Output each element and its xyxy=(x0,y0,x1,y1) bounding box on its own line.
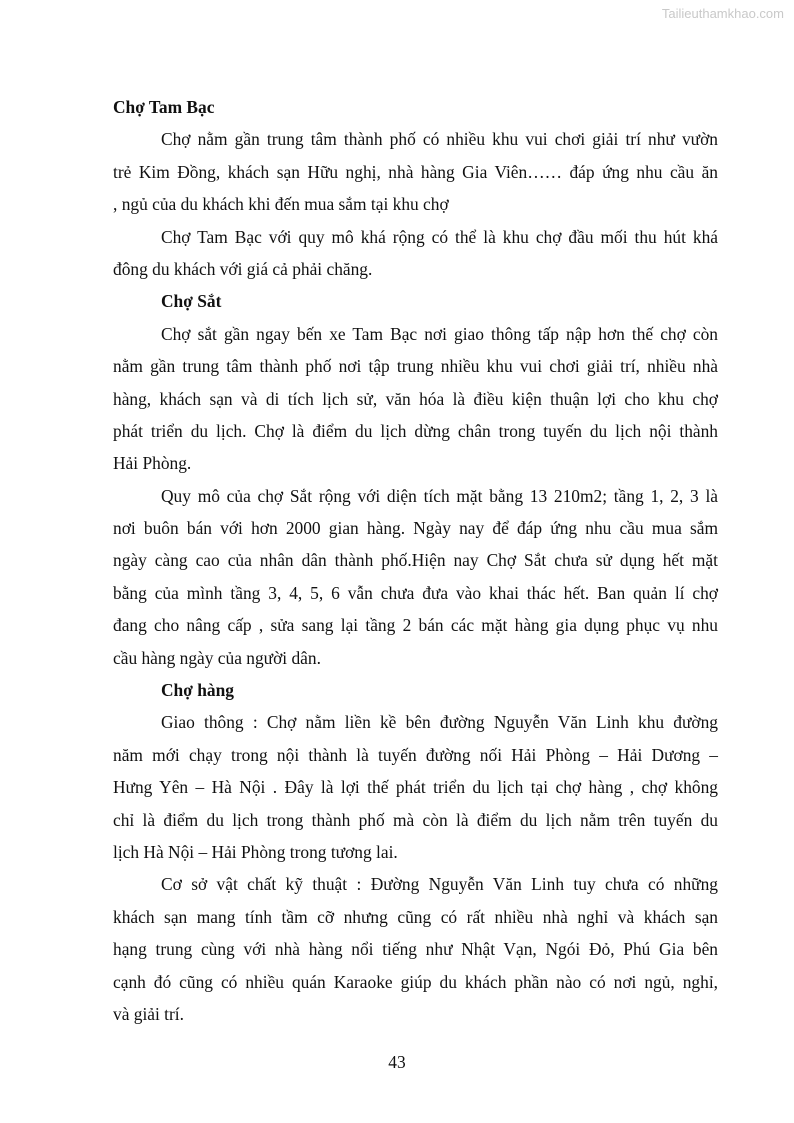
page-number: 43 xyxy=(388,1052,406,1072)
text-line: Chợ sắt gần ngay bến xe Tam Bạc nơi giao thông tấp nập hơn thế chợ còn xyxy=(161,323,718,344)
text-line: và giải trí. xyxy=(113,1003,184,1024)
text-line: bằng của mình tầng 3, 4, 5, 6 vẫn chưa đưa vào khai thác hết. Ban quản lí chợ xyxy=(113,582,718,603)
text-line: khách sạn mang tính tầm cỡ nhưng cũng có rất nhiều nhà nghỉ và khách sạn xyxy=(113,906,718,927)
paragraph xyxy=(113,480,718,674)
text-line: hàng, khách sạn và di tích lịch sử, văn hóa là điều kiện thuận lợi cho khu chợ xyxy=(113,388,718,409)
text-line: đang cho nâng cấp , sửa sang lại tầng 2 bán các mặt hàng gia dụng phục vụ nhu xyxy=(113,615,718,636)
text-line: Hải Phòng. xyxy=(113,453,192,474)
text-line: Chợ nằm gần trung tâm thành phố có nhiều khu vui chơi giải trí như vườn xyxy=(161,129,718,150)
section xyxy=(113,91,718,285)
paragraph xyxy=(113,318,718,480)
text-line: đông du khách với giá cả phải chăng. xyxy=(113,258,373,279)
section-heading: Chợ Tam Bạc xyxy=(113,97,215,117)
section-heading: Chợ hàng xyxy=(161,680,234,701)
text-line: nơi buôn bán với hơn 2000 gian hàng. Ngày nay để đáp ứng nhu cầu mua sắm xyxy=(113,518,718,539)
section xyxy=(113,674,718,1030)
text-line: cầu hàng ngày của người dân. xyxy=(113,647,321,668)
text-line: , ngủ của du khách khi đến mua sắm tại khu chợ xyxy=(113,194,449,215)
text-line: Chợ Tam Bạc với quy mô khá rộng có thể là khu chợ đầu mối thu hút khá xyxy=(161,226,718,247)
text-line: nằm gần trung tâm thành phố nơi tập trung nhiều khu vui chơi giải trí, nhiều nhà xyxy=(113,356,718,377)
text-line: Hưng Yên – Hà Nội . Đây là lợi thế phát triển du lịch tại chợ hàng , chợ không xyxy=(113,777,718,798)
text-line: phát triển du lịch. Chợ là điểm du lịch dừng chân trong tuyến du lịch nội thành xyxy=(113,420,718,441)
text-line: hạng trung cùng với nhà hàng nổi tiếng như Nhật Vạn, Ngói Đỏ, Phú Gia bên xyxy=(113,939,718,960)
text-line: trẻ Kim Đồng, khách sạn Hữu nghị, nhà hàng Gia Viên…… đáp ứng nhu cầu ăn xyxy=(113,161,718,182)
text-line: Giao thông : Chợ nằm liền kề bên đường Nguyễn Văn Linh khu đường xyxy=(161,712,718,733)
text-line: ngày càng cao của nhân dân thành phố.Hiện nay Chợ Sắt chưa sử dụng hết mặt xyxy=(113,550,718,571)
text-line: cạnh đó cũng có nhiều quán Karaoke giúp du khách phần nào có nơi ngủ, nghỉ, xyxy=(113,971,718,992)
text-line: Cơ sở vật chất kỹ thuật : Đường Nguyễn Văn Linh tuy chưa có những xyxy=(161,874,718,895)
watermark: Tailieuthamkhao.com xyxy=(661,6,784,21)
paragraph xyxy=(113,221,718,286)
section xyxy=(113,285,718,674)
document-body xyxy=(113,91,718,1030)
text-line: năm mới chạy trong nội thành là tuyến đường nối Hải Phòng – Hải Dương – xyxy=(113,744,718,765)
paragraph xyxy=(113,868,718,1030)
text-line: chỉ là điểm du lịch trong thành phố mà còn là điểm du lịch nằm trên tuyến du xyxy=(113,809,718,830)
text-line: Quy mô của chợ Sắt rộng với diện tích mặt bằng 13 210m2; tầng 1, 2, 3 là xyxy=(161,485,718,506)
paragraph xyxy=(113,123,718,220)
paragraph xyxy=(113,706,718,868)
text-line: lịch Hà Nội – Hải Phòng trong tương lai. xyxy=(113,841,398,862)
section-heading: Chợ Sắt xyxy=(161,291,222,312)
